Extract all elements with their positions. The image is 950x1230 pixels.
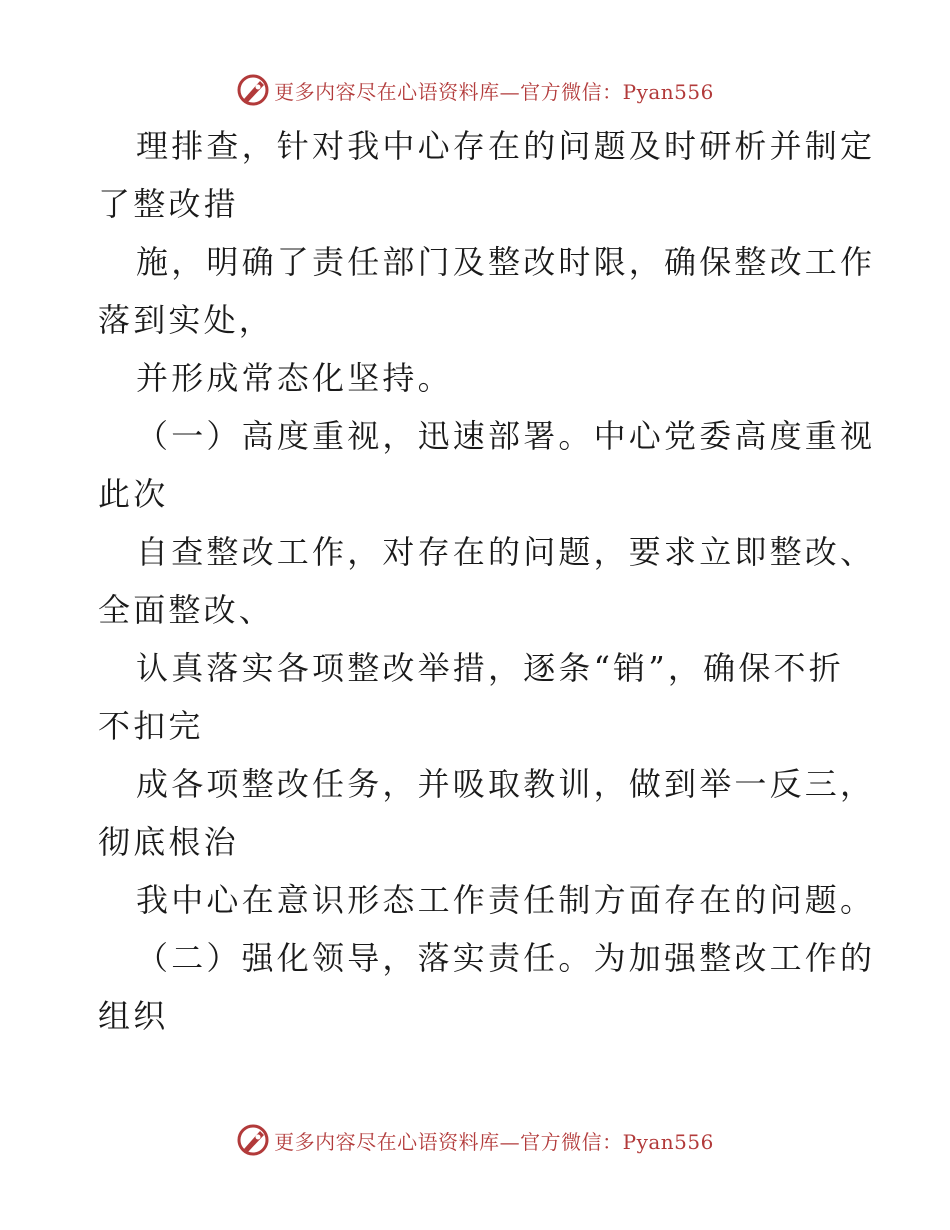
- text-line: （一）高度重视，迅速部署。中心党委高度重视: [136, 417, 876, 455]
- text-line: 并形成常态化坚持。: [136, 359, 453, 397]
- pen-logo-icon: [236, 1123, 270, 1157]
- text-line: 全面整改、: [98, 591, 275, 629]
- text-line: （二）强化领导，落实责任。为加强整改工作的: [136, 939, 876, 977]
- text-line: 彻底根治: [98, 823, 239, 861]
- banner-text: 更多内容尽在心语资料库—官方微信：Pyan556: [274, 1129, 714, 1154]
- text-line: 落到实处，: [98, 301, 275, 339]
- text-line: 认真落实各项整改举措，逐条“销”，确保不折: [136, 649, 844, 687]
- text-line: 自查整改工作，对存在的问题，要求立即整改、: [136, 533, 876, 571]
- text-line: 不扣完: [98, 707, 204, 745]
- text-line: 成各项整改任务，并吸取教训，做到举一反三，: [136, 765, 876, 803]
- text-line: 施，明确了责任部门及整改时限，确保整改工作: [136, 243, 876, 281]
- text-line: 了整改措: [98, 185, 239, 223]
- text-line: 理排查，针对我中心存在的问题及时研析并制定: [136, 127, 876, 165]
- footer-banner: [0, 1120, 950, 1160]
- text-line: 此次: [98, 475, 169, 513]
- pen-logo-icon: [236, 73, 270, 107]
- header-banner: [0, 70, 950, 110]
- text-line: 我中心在意识形态工作责任制方面存在的问题。: [136, 881, 876, 919]
- document-body: [98, 117, 876, 1045]
- text-line: 组织: [98, 997, 169, 1035]
- banner-text: 更多内容尽在心语资料库—官方微信：Pyan556: [274, 79, 714, 104]
